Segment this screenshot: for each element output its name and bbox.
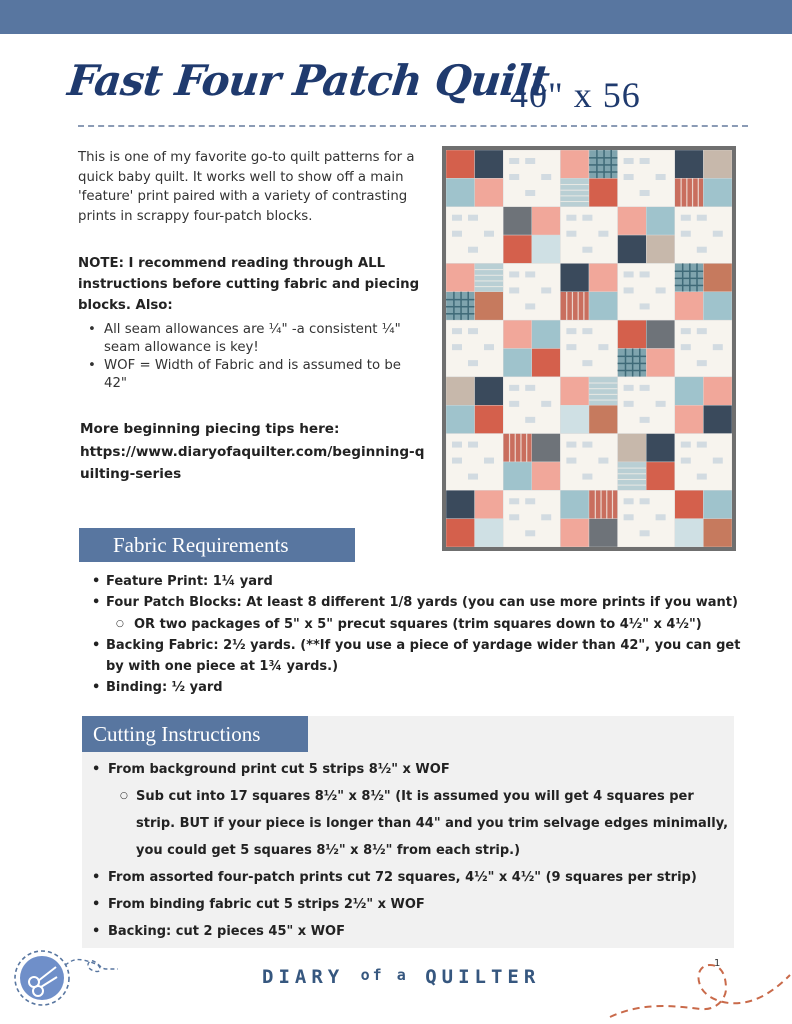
four-patch-square bbox=[703, 490, 732, 518]
toile-motif bbox=[484, 344, 494, 350]
quilt-grid bbox=[446, 150, 732, 547]
toile-motif bbox=[452, 231, 462, 237]
toile-motif bbox=[656, 514, 666, 520]
toile-motif bbox=[656, 401, 666, 407]
fabric-requirements-list bbox=[92, 571, 742, 699]
four-patch-square bbox=[532, 207, 561, 235]
list-sub-item: ○ OR two packages of 5" x 5" precut squares (trim squares down to 4½" x 4½") bbox=[92, 614, 742, 635]
toile-motif bbox=[484, 458, 494, 464]
stripe-line bbox=[475, 286, 504, 287]
toile-motif bbox=[582, 247, 592, 253]
four-patch-square bbox=[475, 377, 504, 405]
stripe-line bbox=[509, 434, 510, 462]
toile-motif bbox=[598, 458, 608, 464]
note-bullet: • WOF = Width of Fabric and is assumed to be 42" bbox=[88, 357, 428, 393]
toile-motif bbox=[541, 287, 551, 293]
four-patch-square bbox=[675, 405, 704, 433]
toile-motif bbox=[468, 360, 478, 366]
plaid-line bbox=[675, 271, 704, 273]
four-patch-square bbox=[589, 292, 618, 320]
four-patch-square bbox=[675, 178, 704, 206]
toile-motif bbox=[509, 514, 519, 520]
four-patch-square bbox=[618, 207, 647, 235]
plaid-line bbox=[618, 363, 647, 365]
toile-motif bbox=[624, 287, 634, 293]
plaid-line bbox=[610, 150, 612, 178]
stripe-line bbox=[589, 388, 618, 389]
toile-motif bbox=[640, 385, 650, 391]
four-patch-square bbox=[560, 178, 589, 206]
toile-motif bbox=[566, 215, 576, 221]
stripe-line bbox=[475, 269, 504, 270]
toile-motif bbox=[697, 474, 707, 480]
four-patch-square bbox=[475, 150, 504, 178]
four-patch-square bbox=[560, 150, 589, 178]
four-patch-square bbox=[646, 235, 675, 263]
stripe-line bbox=[692, 178, 693, 206]
toile-motif bbox=[598, 344, 608, 350]
toile-motif bbox=[468, 247, 478, 253]
toile-motif bbox=[640, 498, 650, 504]
toile-motif bbox=[582, 474, 592, 480]
four-patch-square bbox=[446, 490, 475, 518]
four-patch-square bbox=[475, 490, 504, 518]
four-patch-square bbox=[475, 292, 504, 320]
four-patch-square bbox=[589, 519, 618, 547]
toile-motif bbox=[697, 247, 707, 253]
toile-motif bbox=[525, 417, 535, 423]
list-item: • Binding: ½ yard bbox=[92, 677, 742, 698]
four-patch-square bbox=[503, 320, 532, 348]
quilt-preview-image bbox=[442, 146, 736, 551]
plaid-line bbox=[639, 349, 641, 377]
four-patch-square bbox=[703, 263, 732, 291]
toile-motif bbox=[525, 385, 535, 391]
toile-motif bbox=[509, 158, 519, 164]
four-patch-square bbox=[589, 490, 618, 518]
four-patch-square bbox=[646, 207, 675, 235]
list-item: • From assorted four-patch prints cut 72 squares, 4½" x 4½" (9 squares per strip) bbox=[92, 864, 732, 891]
stripe-line bbox=[520, 434, 521, 462]
four-patch-square bbox=[532, 349, 561, 377]
toile-motif bbox=[713, 231, 723, 237]
list-item: • From background print cut 5 strips 8½" x WOF bbox=[92, 756, 732, 783]
toile-motif bbox=[582, 360, 592, 366]
four-patch-square bbox=[446, 405, 475, 433]
tips-label: More beginning piecing tips here: bbox=[80, 421, 340, 437]
four-patch-square bbox=[532, 434, 561, 462]
toile-motif bbox=[656, 174, 666, 180]
stripe-line bbox=[589, 383, 618, 384]
toile-motif bbox=[697, 215, 707, 221]
four-patch-square bbox=[589, 263, 618, 291]
toile-motif bbox=[640, 303, 650, 309]
logo-diary: DIARY bbox=[262, 966, 345, 988]
four-patch-square bbox=[675, 292, 704, 320]
four-patch-square bbox=[532, 320, 561, 348]
fabric-requirements-heading: Fabric Requirements bbox=[79, 528, 355, 562]
note-bullet: • All seam allowances are ¼" -a consistent ¼" seam allowance is key! bbox=[88, 321, 428, 357]
four-patch-square bbox=[703, 519, 732, 547]
toile-motif bbox=[681, 215, 691, 221]
toile-motif bbox=[452, 458, 462, 464]
stripe-line bbox=[560, 201, 589, 202]
four-patch-square bbox=[503, 235, 532, 263]
toile-motif bbox=[624, 401, 634, 407]
toile-motif bbox=[681, 344, 691, 350]
stripe-line bbox=[606, 490, 607, 518]
plaid-line bbox=[696, 263, 698, 291]
toile-motif bbox=[624, 158, 634, 164]
tips-block bbox=[80, 418, 425, 486]
four-patch-square bbox=[503, 434, 532, 462]
toile-motif bbox=[640, 530, 650, 536]
title-divider bbox=[78, 125, 748, 127]
toile-motif bbox=[541, 401, 551, 407]
intro-paragraph: This is one of my favorite go-to quilt patterns for a quick baby quilt. It works well to show off a main 'feature' print paired with a variety of contrasting prints in scrappy four-patch blocks. bbox=[78, 150, 415, 224]
stripe-line bbox=[560, 190, 589, 191]
four-patch-square bbox=[446, 519, 475, 547]
toile-motif bbox=[566, 442, 576, 448]
four-patch-square bbox=[560, 519, 589, 547]
stripe-line bbox=[560, 195, 589, 196]
toile-motif bbox=[566, 231, 576, 237]
scissors-icon bbox=[10, 945, 120, 1015]
four-patch-square bbox=[703, 377, 732, 405]
toile-motif bbox=[509, 498, 519, 504]
toile-motif bbox=[452, 215, 462, 221]
toile-motif bbox=[566, 458, 576, 464]
list-item: • Four Patch Blocks: At least 8 different 1/8 yards (you can use more prints if you want) bbox=[92, 592, 742, 613]
stripe-line bbox=[526, 434, 527, 462]
four-patch-square bbox=[703, 178, 732, 206]
toile-motif bbox=[525, 158, 535, 164]
stripe-line bbox=[589, 394, 618, 395]
toile-motif bbox=[582, 328, 592, 334]
toile-motif bbox=[525, 530, 535, 536]
four-patch-square bbox=[446, 150, 475, 178]
stripe-line bbox=[589, 400, 618, 401]
toile-motif bbox=[640, 271, 650, 277]
stripe-line bbox=[618, 485, 647, 486]
four-patch-square bbox=[618, 462, 647, 490]
four-patch-square bbox=[560, 292, 589, 320]
toile-motif bbox=[509, 174, 519, 180]
stripe-line bbox=[618, 468, 647, 469]
toile-motif bbox=[525, 303, 535, 309]
toile-motif bbox=[525, 498, 535, 504]
toile-motif bbox=[582, 215, 592, 221]
four-patch-square bbox=[675, 150, 704, 178]
page-title: Fast Four Patch Quilt bbox=[65, 56, 552, 105]
toile-motif bbox=[713, 458, 723, 464]
four-patch-square bbox=[475, 519, 504, 547]
plaid-line bbox=[589, 157, 618, 159]
toile-motif bbox=[697, 360, 707, 366]
toile-motif bbox=[468, 474, 478, 480]
plaid-line bbox=[589, 164, 618, 166]
four-patch-square bbox=[618, 434, 647, 462]
stripe-line bbox=[578, 292, 579, 320]
stripe-line bbox=[583, 292, 584, 320]
list-item: • Feature Print: 1¼ yard bbox=[92, 571, 742, 592]
stripe-line bbox=[600, 490, 601, 518]
list-sub-item: ○ Sub cut into 17 squares 8½" x 8½" (It is assumed you will get 4 squares per strip. BUT if your piece is longer than 44" and you trim selvage edges minimally, you could get 5 squares 8½" x 8½" from each strip.) bbox=[92, 783, 732, 864]
toile-motif bbox=[509, 271, 519, 277]
toile-motif bbox=[656, 287, 666, 293]
toile-motif bbox=[566, 344, 576, 350]
dashed-stitch-icon bbox=[600, 945, 792, 1024]
toile-motif bbox=[541, 174, 551, 180]
toile-motif bbox=[697, 328, 707, 334]
toile-motif bbox=[541, 514, 551, 520]
toile-motif bbox=[697, 442, 707, 448]
four-patch-square bbox=[446, 178, 475, 206]
toile-motif bbox=[468, 328, 478, 334]
four-patch-square bbox=[646, 349, 675, 377]
stripe-line bbox=[618, 473, 647, 474]
toile-motif bbox=[681, 442, 691, 448]
toile-motif bbox=[681, 231, 691, 237]
stripe-line bbox=[475, 275, 504, 276]
toile-motif bbox=[582, 442, 592, 448]
quilt-size: 40" x 56 bbox=[510, 75, 641, 115]
plaid-line bbox=[446, 306, 475, 308]
list-item: • Backing: cut 2 pieces 45" x WOF bbox=[92, 918, 732, 945]
four-patch-square bbox=[589, 405, 618, 433]
stripe-line bbox=[515, 434, 516, 462]
toile-motif bbox=[566, 328, 576, 334]
toile-motif bbox=[640, 190, 650, 196]
plaid-line bbox=[675, 278, 704, 280]
toile-motif bbox=[525, 271, 535, 277]
stripe-line bbox=[595, 490, 596, 518]
four-patch-square bbox=[675, 490, 704, 518]
toile-motif bbox=[640, 417, 650, 423]
toile-motif bbox=[681, 328, 691, 334]
four-patch-square bbox=[589, 178, 618, 206]
cutting-instructions-list bbox=[92, 756, 732, 945]
toile-motif bbox=[468, 215, 478, 221]
toile-motif bbox=[452, 344, 462, 350]
four-patch-square bbox=[646, 320, 675, 348]
four-patch-square bbox=[503, 349, 532, 377]
note-bullets bbox=[88, 321, 428, 393]
stripe-line bbox=[566, 292, 567, 320]
four-patch-square bbox=[503, 207, 532, 235]
toile-motif bbox=[509, 287, 519, 293]
plaid-line bbox=[675, 285, 704, 287]
toile-motif bbox=[681, 458, 691, 464]
toile-motif bbox=[598, 231, 608, 237]
four-patch-square bbox=[703, 292, 732, 320]
toile-motif bbox=[509, 401, 519, 407]
four-patch-square bbox=[560, 405, 589, 433]
toile-motif bbox=[509, 385, 519, 391]
four-patch-square bbox=[703, 150, 732, 178]
four-patch-square bbox=[618, 320, 647, 348]
logo-quilter: QUILTER bbox=[425, 966, 541, 988]
four-patch-square bbox=[475, 178, 504, 206]
list-item: • From binding fabric cut 5 strips 2½" x WOF bbox=[92, 891, 732, 918]
stripe-line bbox=[618, 479, 647, 480]
toile-motif bbox=[640, 158, 650, 164]
toile-motif bbox=[484, 231, 494, 237]
four-patch-square bbox=[703, 405, 732, 433]
stripe-line bbox=[572, 292, 573, 320]
four-patch-square bbox=[675, 377, 704, 405]
plaid-line bbox=[446, 299, 475, 301]
four-patch-square bbox=[589, 377, 618, 405]
four-patch-square bbox=[532, 462, 561, 490]
plaid-line bbox=[618, 370, 647, 372]
page-number: 1 bbox=[714, 958, 721, 969]
four-patch-square bbox=[503, 462, 532, 490]
toile-motif bbox=[525, 190, 535, 196]
toile-motif bbox=[452, 442, 462, 448]
toile-motif bbox=[452, 328, 462, 334]
four-patch-square bbox=[532, 235, 561, 263]
four-patch-square bbox=[675, 519, 704, 547]
four-patch-square bbox=[560, 490, 589, 518]
four-patch-square bbox=[446, 263, 475, 291]
cutting-instructions-heading: Cutting Instructions bbox=[82, 716, 308, 752]
four-patch-square bbox=[475, 405, 504, 433]
toile-motif bbox=[624, 514, 634, 520]
four-patch-square bbox=[560, 263, 589, 291]
toile-motif bbox=[713, 344, 723, 350]
stripe-line bbox=[475, 280, 504, 281]
toile-motif bbox=[624, 498, 634, 504]
plaid-line bbox=[467, 292, 469, 320]
list-item: • Backing Fabric: 2½ yards. (**If you use a piece of yardage wider than 42", you can get by with one piece at 1¾ yards.) bbox=[92, 635, 742, 678]
top-banner bbox=[0, 0, 792, 34]
stripe-line bbox=[612, 490, 613, 518]
tips-link[interactable]: https://www.diaryofaquilter.com/beginning-quilting-series bbox=[80, 443, 425, 482]
toile-motif bbox=[468, 442, 478, 448]
four-patch-square bbox=[475, 263, 504, 291]
note-text: NOTE: I recommend reading through ALL instructions before cutting fabric and piecing blocks. Also: bbox=[78, 256, 420, 313]
footer-logo bbox=[262, 966, 540, 988]
stripe-line bbox=[560, 184, 589, 185]
stripe-line bbox=[681, 178, 682, 206]
stripe-line bbox=[686, 178, 687, 206]
toile-motif bbox=[624, 385, 634, 391]
four-patch-square bbox=[446, 377, 475, 405]
stripe-line bbox=[698, 178, 699, 206]
four-patch-square bbox=[646, 434, 675, 462]
four-patch-square bbox=[560, 377, 589, 405]
plaid-line bbox=[446, 313, 475, 315]
toile-motif bbox=[624, 271, 634, 277]
four-patch-square bbox=[646, 462, 675, 490]
logo-of-a: of a bbox=[360, 966, 409, 984]
four-patch-square bbox=[618, 235, 647, 263]
toile-motif bbox=[624, 174, 634, 180]
plaid-line bbox=[589, 171, 618, 173]
